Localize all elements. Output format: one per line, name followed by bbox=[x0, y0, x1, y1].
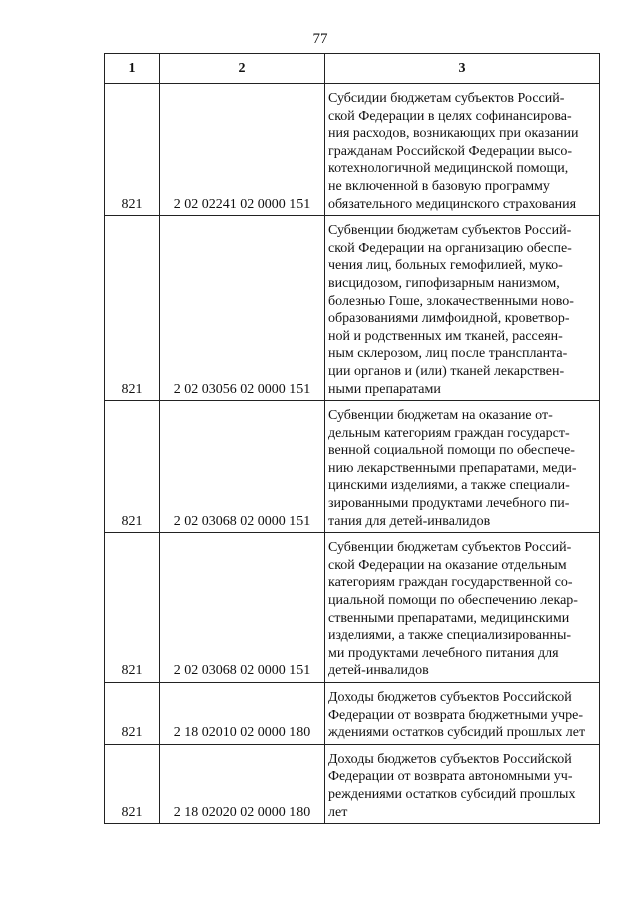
table-row bbox=[105, 683, 600, 745]
description-line: котехнологичной медицинской помощи, bbox=[328, 161, 569, 177]
description-line: Федерации от возврата автономными уч- bbox=[328, 769, 573, 785]
revenue-code-cell: 2 02 02241 02 0000 151 bbox=[160, 84, 325, 216]
table-header-row bbox=[105, 54, 600, 84]
revenue-description-cell bbox=[325, 683, 600, 745]
description-line: Доходы бюджетов субъектов Российской bbox=[328, 751, 572, 767]
admin-code-cell: 821 bbox=[105, 84, 160, 216]
table-row bbox=[105, 533, 600, 683]
description-line: Субсидии бюджетам субъектов Россий- bbox=[328, 91, 565, 106]
table-row bbox=[105, 84, 600, 216]
revenue-code-cell: 2 18 02010 02 0000 180 bbox=[160, 683, 325, 745]
admin-code-cell: 821 bbox=[105, 533, 160, 683]
description-line: ции органов и (или) тканей лекарствен- bbox=[328, 363, 565, 379]
description-line: образованиями лимфоидной, кроветвор- bbox=[328, 311, 570, 327]
header-col-2: 2 bbox=[160, 54, 325, 84]
description-line: висцидозом, гипофизарным нанизмом, bbox=[328, 275, 560, 291]
table-row bbox=[105, 744, 600, 823]
description-line: ной и родственных им тканей, рассеян- bbox=[328, 328, 563, 344]
revenue-code-cell: 2 02 03056 02 0000 151 bbox=[160, 216, 325, 401]
description-line: ской Федерации на оказание отдельным bbox=[328, 557, 567, 573]
description-line: ными препаратами bbox=[328, 381, 441, 397]
revenue-code-cell: 2 02 03068 02 0000 151 bbox=[160, 401, 325, 533]
description-line: Субвенции бюджетам субъектов Россий- bbox=[328, 223, 572, 239]
description-line: ми продуктами лечебного питания для bbox=[328, 645, 559, 661]
description-line: категориям граждан государственной со- bbox=[328, 575, 573, 591]
table-row bbox=[105, 216, 600, 401]
description-line: ственными препаратами, медицинскими bbox=[328, 610, 570, 626]
revenue-code-cell: 2 02 03068 02 0000 151 bbox=[160, 533, 325, 683]
description-line: ния расходов, возникающих при оказании bbox=[328, 126, 579, 142]
description-line: дельным категориям граждан государст- bbox=[328, 425, 570, 441]
description-line: Субвенции бюджетам на оказание от- bbox=[328, 408, 553, 424]
description-line: циальной помощи по обеспечению лекар- bbox=[328, 593, 578, 609]
description-line: ской Федерации в целях софинансирова- bbox=[328, 108, 572, 124]
table-row bbox=[105, 401, 600, 533]
description-line: Доходы бюджетов субъектов Российской bbox=[328, 690, 572, 705]
revenue-code-cell: 2 18 02020 02 0000 180 bbox=[160, 744, 325, 823]
description-line: изделиями, а также специализированны- bbox=[328, 628, 572, 644]
description-line: обязательного медицинского страхования bbox=[328, 196, 577, 212]
description-line: тания для детей-инвалидов bbox=[328, 513, 491, 529]
description-line: цинскими изделиями, а также специали- bbox=[328, 478, 570, 494]
description-line: ждениями остатков субсидий прошлых лет bbox=[328, 725, 586, 741]
description-line: венной социальной помощи по обеспече- bbox=[328, 443, 575, 459]
description-line: чения лиц, больных гемофилией, муко- bbox=[328, 258, 563, 274]
admin-code-cell: 821 bbox=[105, 216, 160, 401]
page-number: 77 bbox=[312, 31, 328, 47]
admin-code-cell: 821 bbox=[105, 744, 160, 823]
description-line: лет bbox=[328, 804, 348, 820]
description-line: реждениями остатков субсидий прошлых bbox=[328, 786, 576, 802]
description-line: болезнью Гоше, злокачественными ново- bbox=[328, 293, 574, 309]
header-col-3: 3 bbox=[325, 54, 600, 84]
revenue-description-cell bbox=[325, 533, 600, 683]
description-line: ской Федерации на организацию обеспе- bbox=[328, 240, 572, 256]
description-line: Субвенции бюджетам субъектов Россий- bbox=[328, 540, 572, 556]
description-line: зированными продуктами лечебного пи- bbox=[328, 496, 570, 512]
description-line: не включенной в базовую программу bbox=[328, 178, 550, 194]
revenue-description-cell bbox=[325, 744, 600, 823]
header-col-1: 1 bbox=[105, 54, 160, 84]
admin-code-cell: 821 bbox=[105, 683, 160, 745]
revenue-description-cell bbox=[325, 84, 600, 216]
admin-code-cell: 821 bbox=[105, 401, 160, 533]
revenue-description-cell bbox=[325, 216, 600, 401]
description-line: ным склерозом, лиц после транспланта- bbox=[328, 346, 568, 362]
budget-revenue-table bbox=[104, 53, 600, 824]
description-line: гражданам Российской Федерации высо- bbox=[328, 143, 573, 159]
description-line: нию лекарственными препаратами, меди- bbox=[328, 460, 577, 476]
revenue-description-cell bbox=[325, 401, 600, 533]
description-line: детей-инвалидов bbox=[328, 663, 429, 679]
description-line: Федерации от возврата бюджетными учре- bbox=[328, 707, 584, 723]
